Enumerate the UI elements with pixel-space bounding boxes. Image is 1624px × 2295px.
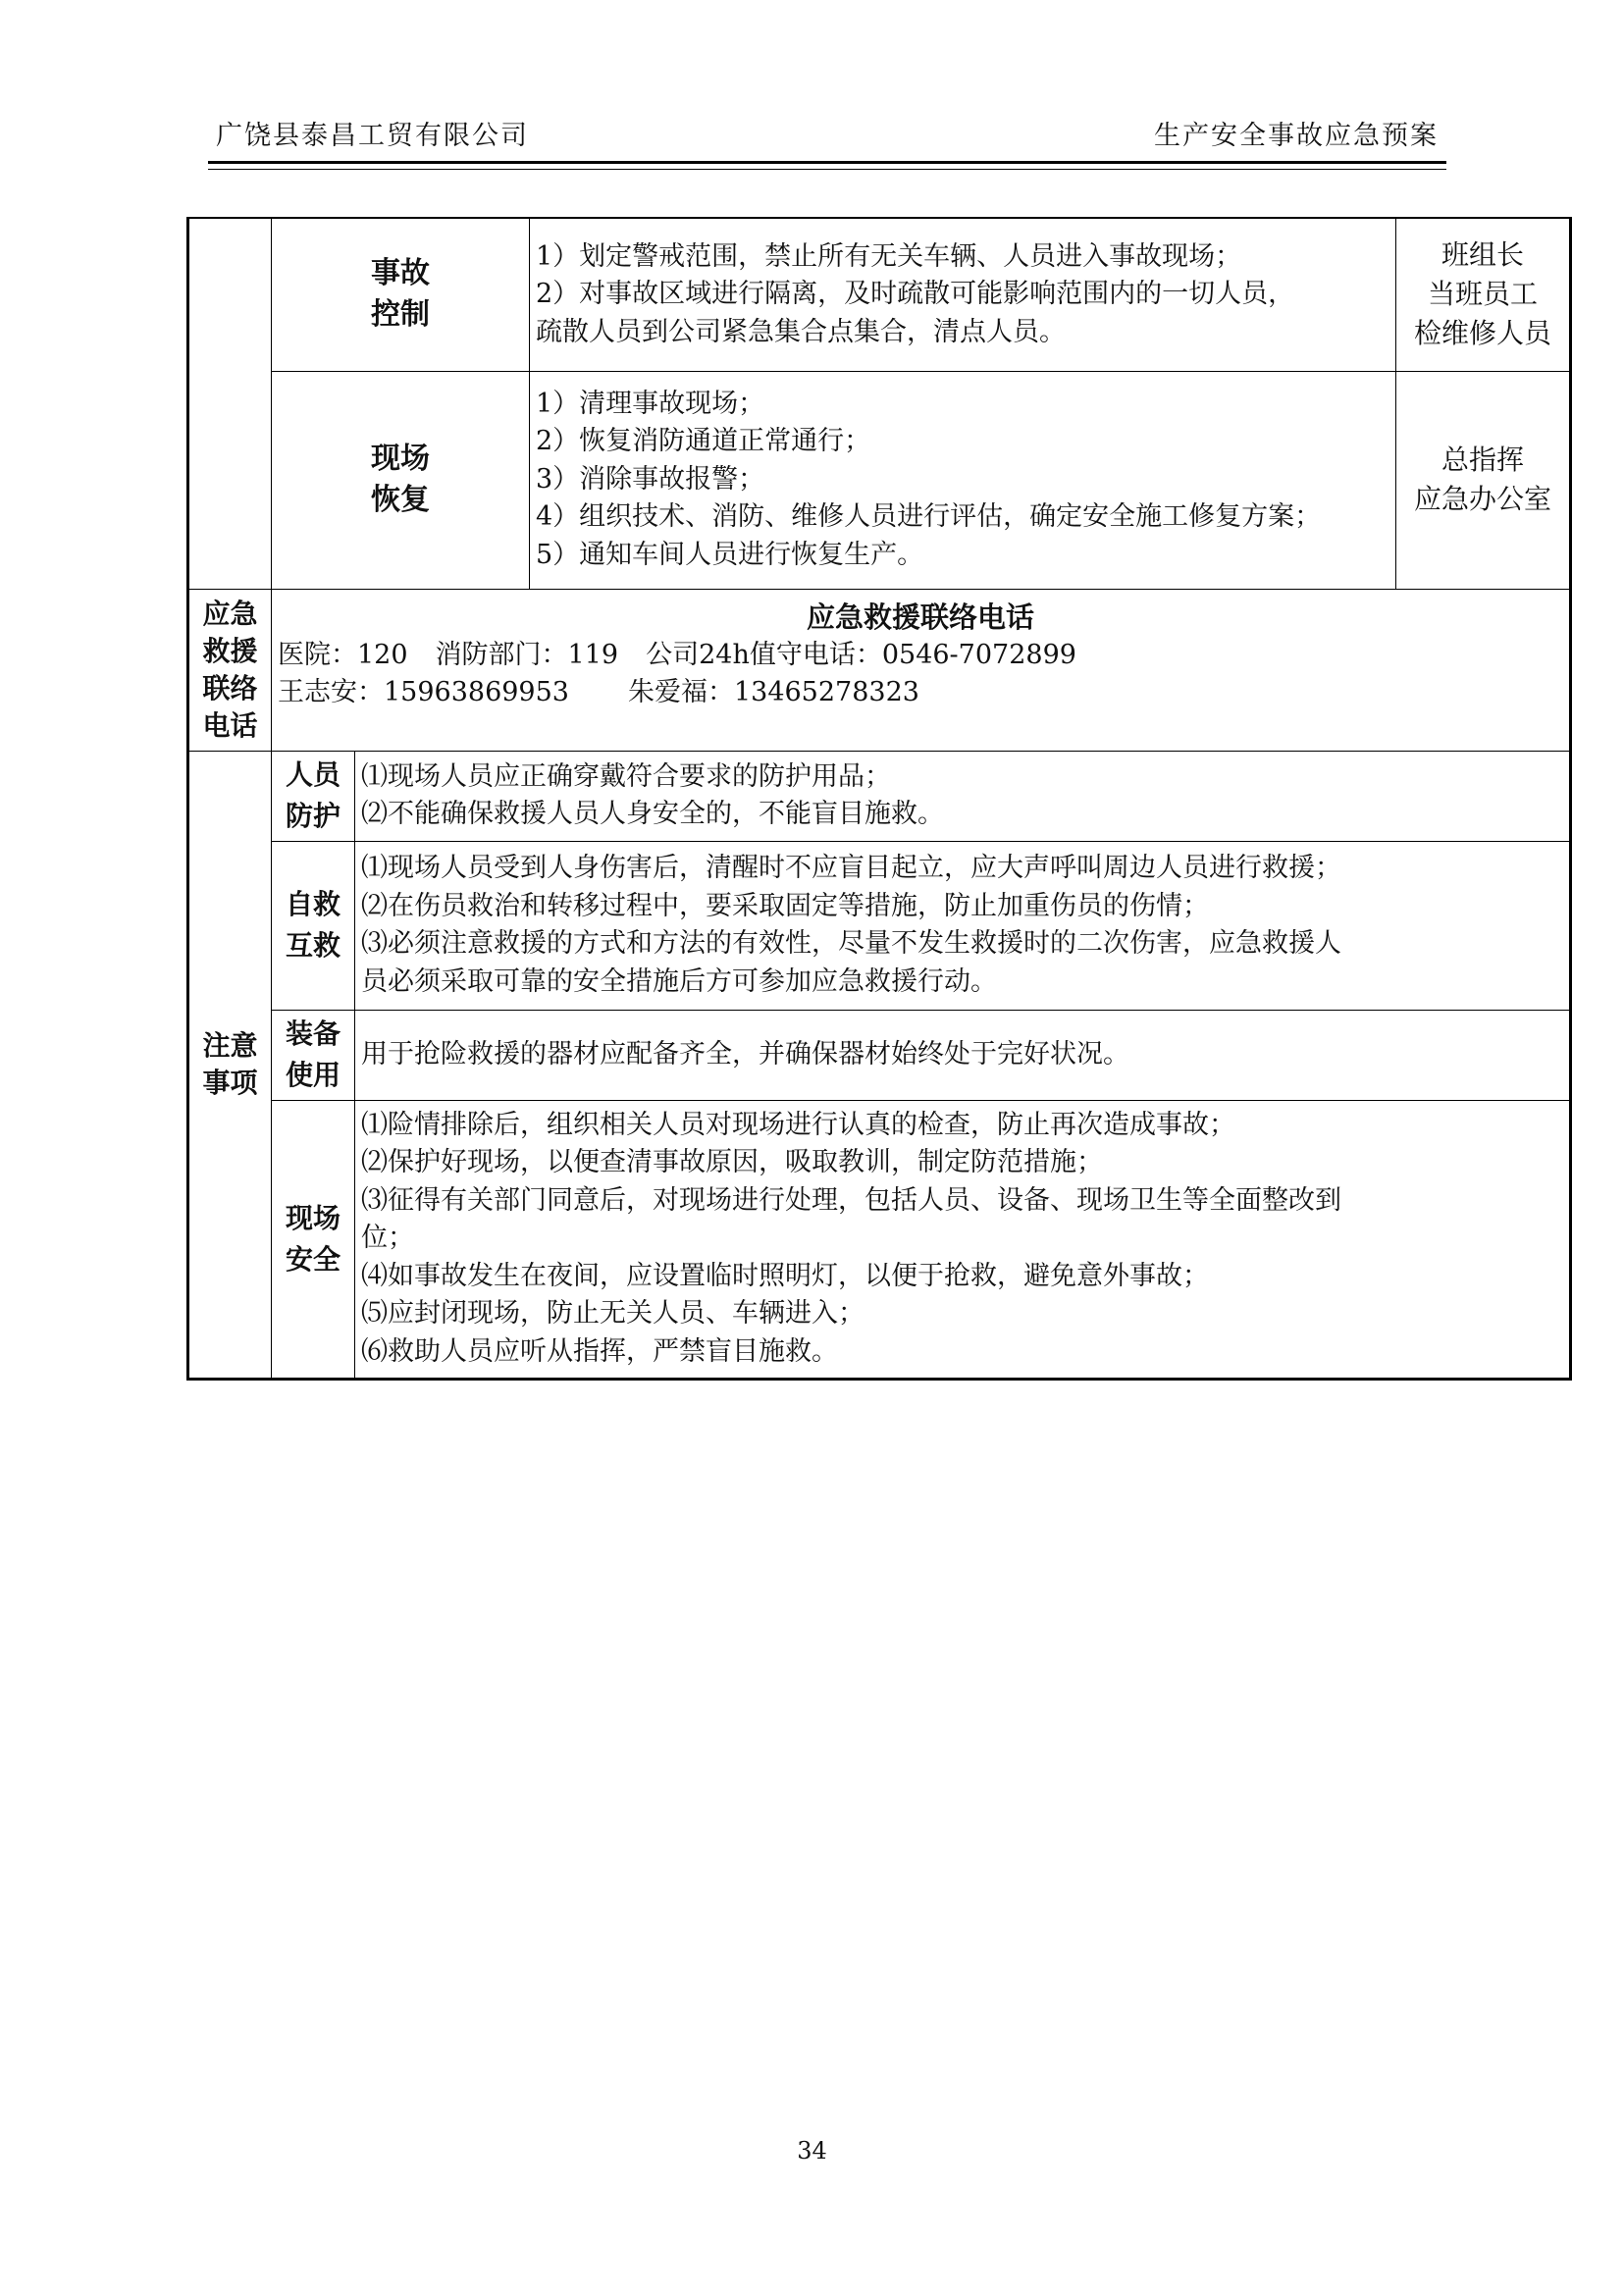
fire-dept-phone: 消防部门：119: [435, 639, 619, 670]
plan-table: [186, 217, 1572, 1381]
contacts-line-1: [272, 637, 1569, 674]
note-row-equipment-use: [188, 1010, 1571, 1100]
note-label-personal-protection: 人员 防护: [272, 751, 355, 841]
hospital-phone: 医院：120: [278, 639, 408, 670]
page-header: [208, 110, 1446, 164]
note-label-equipment-use: 装备 使用: [272, 1010, 355, 1100]
note-text-self-rescue: ⑴现场人员受到人身伤害后，清醒时不应盲目起立，应大声呼叫周边人员进行救援； ⑵在伤员救治和转移过程中，要采取固定等措施，防止加重伤员的伤情； ⑶必须注意救援的方式和方法的有效性，尽量不发生救援时的二次伤害，应急救援人 员必须采取可靠的安全措施后方可参加应急救援行动。: [355, 841, 1571, 1010]
step-responsible-site-recovery: 总指挥 应急办公室: [1396, 371, 1571, 589]
notes-label: 注意 事项: [188, 751, 272, 1379]
step-row-accident-control: [188, 218, 1571, 371]
step-row-site-recovery: [188, 371, 1571, 589]
note-text-personal-protection: ⑴现场人员应正确穿戴符合要求的防护用品； ⑵不能确保救援人员人身安全的，不能盲目施救。: [355, 751, 1571, 841]
note-row-site-safety: [188, 1100, 1571, 1379]
step-group-cell: [188, 218, 272, 589]
company-name: 广饶县泰昌工贸有限公司: [216, 121, 529, 151]
contacts-title: 应急救援联络电话: [806, 600, 1034, 634]
page-number: 34: [797, 2137, 827, 2165]
contacts-line-2: [272, 674, 1569, 711]
step-label-site-recovery: 现场 恢复: [272, 371, 530, 589]
document-title: 生产安全事故应急预案: [1154, 121, 1439, 151]
step-responsible-accident-control: 班组长 当班员工 检维修人员: [1396, 218, 1571, 371]
note-row-self-rescue: [188, 841, 1571, 1010]
contacts-content: [272, 589, 1571, 751]
note-label-site-safety: 现场 安全: [272, 1100, 355, 1379]
note-text-site-safety: ⑴险情排除后，组织相关人员对现场进行认真的检查，防止再次造成事故； ⑵保护好现场，以便查清事故原因，吸取教训，制定防范措施； ⑶征得有关部门同意后，对现场进行处理，包括人员、设备、现场卫生等全面整改到 位； ⑷如事故发生在夜间，应设置临时照明灯，以便于抢救，避免意外事故； ⑸应封闭现场，防止无关人员、车辆进入； ⑹救助人员应听从指挥，严禁盲目施救。: [355, 1100, 1571, 1379]
contacts-row: [188, 589, 1571, 751]
step-actions-accident-control: 1）划定警戒范围，禁止所有无关车辆、人员进入事故现场； 2）对事故区域进行隔离，及时疏散可能影响范围内的一切人员， 疏散人员到公司紧急集合点集合，清点人员。: [530, 218, 1396, 371]
note-text-equipment-use: 用于抢险救援的器材应配备齐全，并确保器材始终处于完好状况。: [355, 1010, 1571, 1100]
note-row-personal-protection: [188, 751, 1571, 841]
step-label-accident-control: 事故 控制: [272, 218, 530, 371]
step-actions-site-recovery: 1）清理事故现场； 2）恢复消防通道正常通行； 3）消除事故报警； 4）组织技术、消防、维修人员进行评估，确定安全施工修复方案； 5）通知车间人员进行恢复生产。: [530, 371, 1396, 589]
company-24h-phone: 公司24h值守电话：0546-7072899: [646, 639, 1076, 670]
note-label-self-rescue: 自救 互救: [272, 841, 355, 1010]
contact-wang: 王志安：15963869953: [278, 676, 569, 707]
contact-zhu: 朱爱福：13465278323: [627, 676, 919, 707]
contacts-label: 应急 救援 联络 电话: [188, 589, 272, 751]
header-divider: [208, 169, 1446, 170]
